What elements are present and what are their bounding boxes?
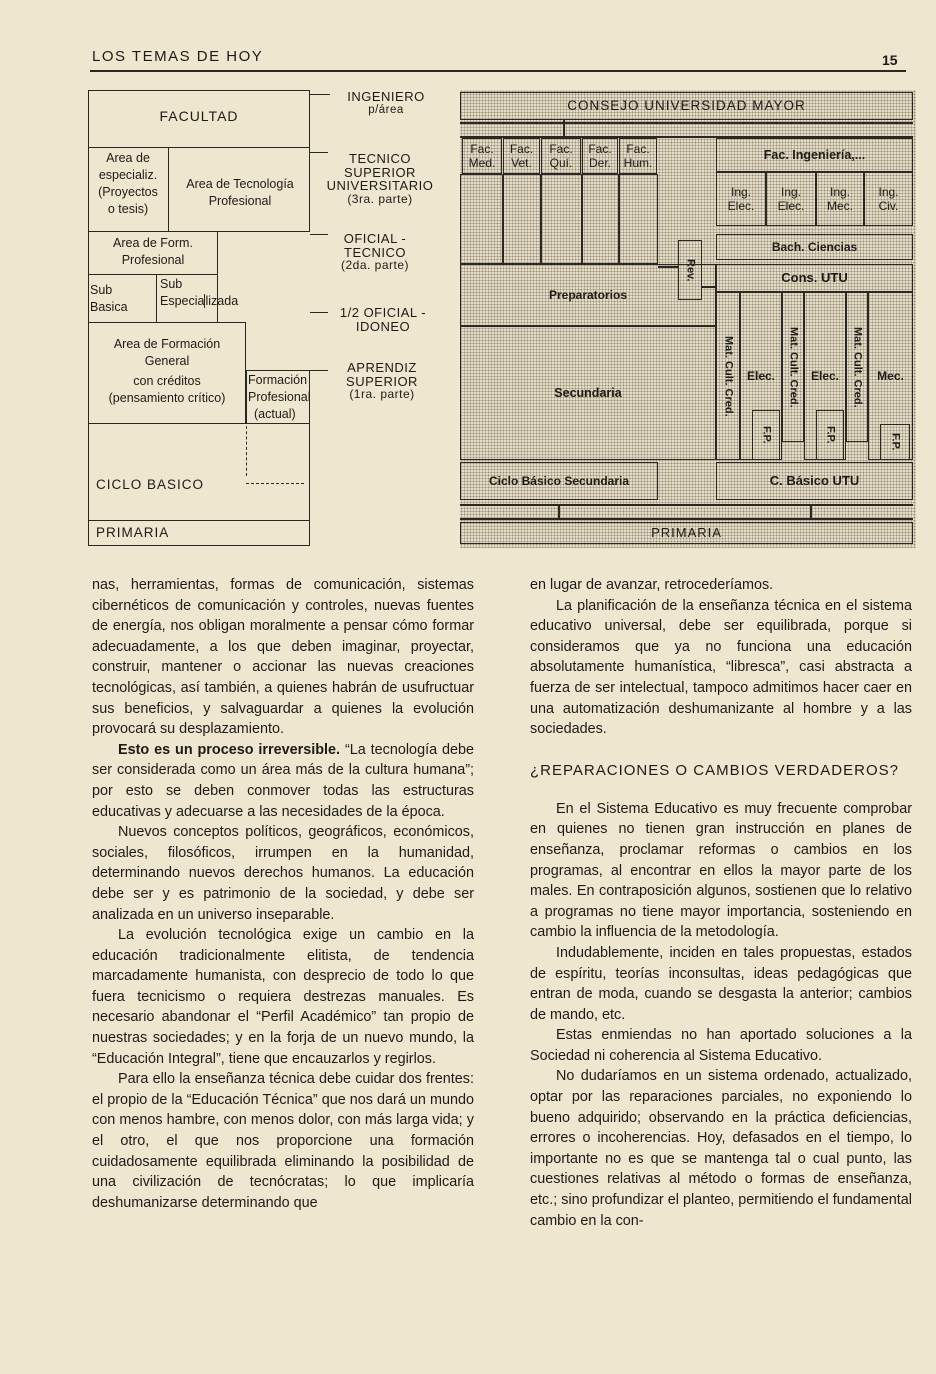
ing-elec-1: Ing. Elec. [716,172,766,226]
right-text-column [530,575,912,1231]
paragraph: Estas enmiendas no han aportado soluciones a la Sociedad ni coherencia al Sistema Educativo. [530,1027,912,1064]
paragraph: nas, herramientas, formas de comunicación, sistemas cibernéticos de comunicación y controles, nuevas fuentes de energía, nos obligan moralmente a pensar cómo formar adecuadamente, a los que deben imaginar, proyectar, construir, mantener o accionar las nuevas creaciones tecnológicas, así también, a quienes habrán de usufructuar sus beneficios, y salvaguardar a quienes la evolución provocará su desplazamiento. [92,577,474,738]
bach-ciencias: Bach. Ciencias [716,234,913,260]
paragraph: Indudablemente, inciden en tales propuestas, estados de espíritu, teorías inconsultas, ideas pedagógicas que entran de moda, cuando se desgasta la anterior; cambios de mando, etc. [530,944,912,1023]
paragraph: Esto es un proceso irreversible. “La tecnología debe ser considerada como un área más de la cultura humana”; por esto se deben conmover todas las estructuras educativas y adecuarse a las necesidades de la época. [92,741,474,820]
area-form-prof-label: Area de Form. Profesional [113,236,193,267]
level-oficial-tecnico: OFICIAL - TECNICO (2da. parte) [340,231,410,273]
facultad-label: FACULTAD [159,108,239,124]
ciclo-basico-label: CICLO BASICO [96,477,205,492]
ing-mec: Ing. Mec. [816,172,864,226]
paragraph: en lugar de avanzar, retrocederíamos. [530,577,774,593]
bold-lead: Esto es un proceso irreversible. [118,741,341,758]
fac-ingenieria: Fac. Ingeniería,... [716,138,913,172]
preparatorios: Preparatorios [460,264,716,326]
c-basico-utu: C. Básico UTU [716,462,913,500]
paragraph: La planificación de la enseñanza técnica en el sistema educativo universal, debe ser equilibrada, porque si consideramos que ya no funciona una educación absolutamente humanística, “libresca”, casi abstracta a fuerza de ser intelectual, tampoco admitimos hacer caer en una automatización deshumanizante al hombre y a las sociedades. [530,597,912,738]
fac-der: Fac. Der. [582,138,618,174]
formacion-profesional-label: Formación Profesional (actual) [248,373,311,421]
rev-box: Rev. [678,240,702,300]
sub-especializada-label: Sub Especializada [160,277,239,308]
fac-hum: Fac. Hum. [619,138,657,174]
elec-2: Elec. [804,292,846,460]
header-rule [90,70,906,72]
consejo-box: CONSEJO UNIVERSIDAD MAYOR [460,92,913,120]
level-ingeniero: INGENIERO p/área [347,89,425,116]
fp-3: F.P. [880,424,910,460]
fac-vet: Fac. Vet. [503,138,540,174]
fp-1: F.P. [752,410,780,460]
ciclo-basico-box [88,423,310,521]
area-especializ-label: Area de especializ. (Proyectos o tesis) [98,151,158,216]
primaria-label: PRIMARIA [96,525,170,540]
area-tecnologia-label: Area de Tecnología Profesional [186,177,294,208]
secundaria: Secundaria [460,326,716,460]
left-text-column [92,575,474,1213]
ciclo-basico-secundaria: Ciclo Básico Secundaria [460,462,658,500]
elec-1: Elec. [740,292,782,460]
fp-2: F.P. [816,410,844,460]
area-formacion-general-label: Area de Formación General con créditos (pensamiento crítico) [108,337,226,405]
paragraph: La evolución tecnológica exige un cambio en la educación tradicionalmente elitista, de tendencia marcadamente humanista, con desprecio de todo lo que fuera tecnicismo o requiera destrezas manuales. Es necesario abandonar el “Perfil Académico” tan propio de nuestras sociedades; y en la forja de un nuevo mundo, la “Educación Integral”, tiene que encauzarlos y regirlos. [92,927,474,1067]
page-number: 15 [882,52,898,68]
mat-cult-cred-2: Mat. Cult. Cred. [782,292,804,442]
ing-civ: Ing. Civ. [864,172,913,226]
paragraph: Nuevos conceptos políticos, geográficos, económicos, sociales, filosóficos, irrumpen en la humanidad, determinando nuevos derechos humanos. La educación debe ser y es patrimonio de la sociedad, y debe ser analizada en un universo inseparable. [92,824,474,923]
running-header: LOS TEMAS DE HOY [92,48,264,65]
mat-cult-cred-1: Mat. Cult. Cred. [716,292,740,460]
level-aprendiz: APRENDIZ SUPERIOR (1ra. parte) [346,360,418,402]
fac-qui: Fac. Quí. [541,138,581,174]
ing-elec-2: Ing. Elec. [766,172,816,226]
level-medio-oficial: 1/2 OFICIAL - IDONEO [339,305,427,334]
level-tecnico-superior: TECNICO SUPERIOR UNIVERSITARIO (3ra. parte) [326,151,434,206]
primaria-box-right: PRIMARIA [460,522,913,544]
paragraph: Para ello la enseñanza técnica debe cuidar dos frentes: el propio de la “Educación Técnica” que nos dará un mundo con menos hambre, con menos dolor, con más larga vida; y el otro, el que nos proporcione una formación cuidadosamente equilibrada eliminando la posibilidad de una civilización de tecnócratas; lo que implicaría deshumanizarse determinando que [92,1071,474,1211]
section-heading: ¿REPARACIONES O CAMBIOS VERDADEROS? [530,761,899,779]
mat-cult-cred-3: Mat. Cult. Cred. [846,292,868,442]
cons-utu: Cons. UTU [716,264,913,292]
mec: Mec. [868,292,913,460]
sub-basica-label: Sub Basica [90,283,128,314]
right-education-diagram [460,90,916,548]
paragraph: En el Sistema Educativo es muy frecuente comprobar en quienes no tienen gran instrucción en planes de enseñanza, proclamar reformas o cambios en los programas, al encontrar en ellos la mayor parte de los males. En contraposición algunos, sostienen que lo relativo a programas no tiene mayor importancia, sosteniendo en cambio la influencia de la metodología. [530,800,912,941]
paragraph: No dudaríamos en un sistema ordenado, actualizado, optar por las reparaciones parciales, no exponiendo lo bueno adquirido; observando en la práctica deficiencias, errores o incoherencias. Hoy, defasados en el tiempo, lo importante no es que se mantenga tal o cual punto, las cuestiones relativas al método o formas de enseñanza, etc.; sino profundizar el planteo, permitiendo el fundamental cambio en la con- [530,1068,912,1229]
left-education-diagram [88,90,448,550]
fac-med: Fac. Med. [462,138,502,174]
